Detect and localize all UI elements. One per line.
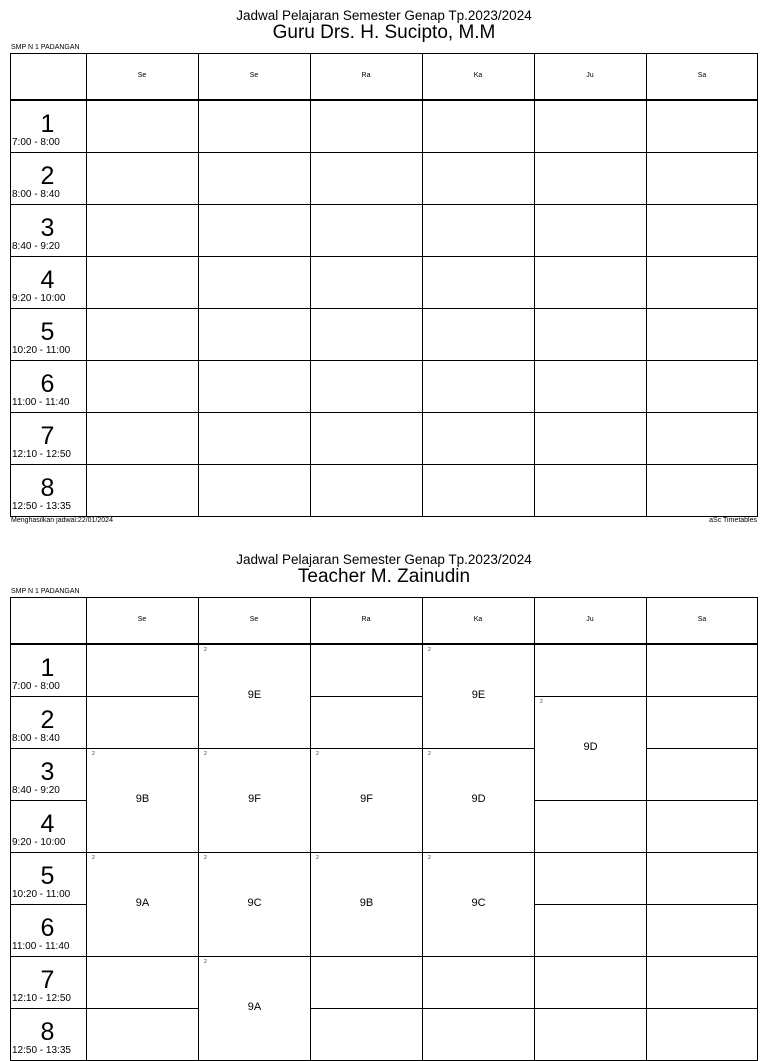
class-label: 9F	[248, 793, 261, 805]
grid-line	[646, 597, 647, 1060]
lesson-block	[87, 749, 198, 852]
grid-line	[10, 464, 758, 465]
class-label: 9B	[359, 897, 374, 909]
class-label: 9E	[471, 689, 486, 701]
period-number: 5	[40, 318, 55, 346]
generated-date: Menghasilkan jadwal:22/01/2024	[11, 517, 113, 524]
lesson-block	[423, 853, 534, 956]
period-time: 7:00 - 8:00	[12, 137, 60, 148]
class-label: 9F	[360, 793, 373, 805]
grid-line	[10, 308, 758, 309]
grid-line	[10, 204, 758, 205]
day-header: Ra	[361, 72, 371, 79]
document-title: Jadwal Pelajaran Semester Genap Tp.2023/2024	[236, 8, 532, 23]
day-header: Ra	[361, 616, 371, 623]
lesson-block	[87, 853, 198, 956]
grid-line	[10, 412, 758, 413]
grid-line	[422, 53, 423, 516]
grid-line	[10, 53, 758, 54]
day-header: Se	[137, 72, 147, 79]
grid-line	[646, 53, 647, 516]
lesson-block	[535, 697, 646, 800]
lesson-block	[199, 957, 310, 1060]
period-number: 1	[40, 110, 55, 138]
period-number: 7	[40, 422, 55, 450]
grid-line	[10, 643, 758, 645]
period-time: 11:00 - 11:40	[12, 941, 70, 952]
grid-line	[86, 53, 87, 516]
period-time: 10:20 - 11:00	[12, 889, 71, 900]
grid-line	[757, 53, 758, 516]
grid-line	[10, 516, 758, 517]
grid-line	[10, 597, 758, 598]
period-number: 3	[40, 758, 55, 786]
school-name: SMP N 1 PADANGAN	[11, 588, 80, 595]
period-time: 9:20 - 10:00	[12, 837, 66, 848]
period-time: 9:20 - 10:00	[12, 293, 66, 304]
class-label: 9E	[247, 689, 262, 701]
lesson-count: 2	[428, 751, 431, 757]
period-number: 8	[40, 1018, 55, 1046]
grid-line	[757, 597, 758, 1060]
day-header: Ju	[586, 72, 594, 79]
period-time: 11:00 - 11:40	[12, 397, 70, 408]
lesson-count: 2	[204, 751, 207, 757]
period-number: 2	[40, 706, 55, 734]
period-time: 8:40 - 9:20	[12, 241, 60, 252]
lesson-count: 2	[540, 699, 543, 705]
period-number: 4	[40, 266, 55, 294]
day-header: Se	[249, 616, 259, 623]
period-number: 6	[40, 914, 55, 942]
document-title: Jadwal Pelajaran Semester Genap Tp.2023/2024	[236, 552, 532, 567]
period-number: 1	[40, 654, 55, 682]
software-brand: aSc Timetables	[709, 517, 757, 524]
class-label: 9D	[471, 793, 486, 805]
day-header: Ka	[473, 72, 483, 79]
period-time: 10:20 - 11:00	[12, 345, 71, 356]
lesson-block	[423, 645, 534, 748]
lesson-block	[311, 853, 422, 956]
lesson-count: 2	[204, 855, 207, 861]
day-header: Sa	[697, 72, 707, 79]
period-number: 5	[40, 862, 55, 890]
teacher-name: Guru Drs. H. Sucipto, M.M	[272, 22, 496, 43]
lesson-count: 2	[204, 647, 207, 653]
grid-line	[10, 1008, 758, 1009]
class-label: 9C	[471, 897, 486, 909]
period-time: 8:00 - 8:40	[12, 733, 60, 744]
class-label: 9C	[247, 897, 262, 909]
grid-line	[10, 99, 758, 101]
period-time: 7:00 - 8:00	[12, 681, 60, 692]
lesson-block	[199, 853, 310, 956]
class-label: 9D	[583, 741, 598, 753]
grid-line	[534, 53, 535, 516]
period-number: 7	[40, 966, 55, 994]
day-header: Se	[137, 616, 147, 623]
teacher-name: Teacher M. Zainudin	[297, 566, 471, 587]
period-number: 8	[40, 474, 55, 502]
class-label: 9A	[247, 1001, 262, 1013]
lesson-count: 2	[92, 855, 95, 861]
grid-line	[534, 597, 535, 1060]
lesson-count: 2	[316, 751, 319, 757]
period-number: 6	[40, 370, 55, 398]
lesson-count: 2	[92, 751, 95, 757]
grid-line	[10, 956, 758, 957]
grid-line	[10, 256, 758, 257]
school-name: SMP N 1 PADANGAN	[11, 44, 80, 51]
day-header: Ka	[473, 616, 483, 623]
day-header: Sa	[697, 616, 707, 623]
period-time: 12:50 - 13:35	[12, 501, 71, 512]
day-header: Ju	[586, 616, 594, 623]
lesson-count: 2	[428, 647, 431, 653]
grid-line	[198, 53, 199, 516]
lesson-count: 2	[204, 959, 207, 965]
lesson-block	[423, 749, 534, 852]
period-time: 8:00 - 8:40	[12, 189, 60, 200]
period-time: 12:10 - 12:50	[12, 449, 71, 460]
class-label: 9B	[135, 793, 150, 805]
grid-line	[10, 360, 758, 361]
period-time: 8:40 - 9:20	[12, 785, 60, 796]
timetable-grid	[10, 53, 758, 517]
grid-line	[310, 53, 311, 516]
lesson-block	[311, 749, 422, 852]
day-header: Se	[249, 72, 259, 79]
lesson-count: 2	[316, 855, 319, 861]
lesson-count: 2	[428, 855, 431, 861]
period-time: 12:10 - 12:50	[12, 993, 71, 1004]
class-label: 9A	[135, 897, 150, 909]
timetable-grid	[10, 597, 758, 1061]
period-number: 3	[40, 214, 55, 242]
period-number: 4	[40, 810, 55, 838]
grid-line	[10, 152, 758, 153]
period-number: 2	[40, 162, 55, 190]
period-time: 12:50 - 13:35	[12, 1045, 71, 1056]
lesson-block	[199, 749, 310, 852]
lesson-block	[199, 645, 310, 748]
